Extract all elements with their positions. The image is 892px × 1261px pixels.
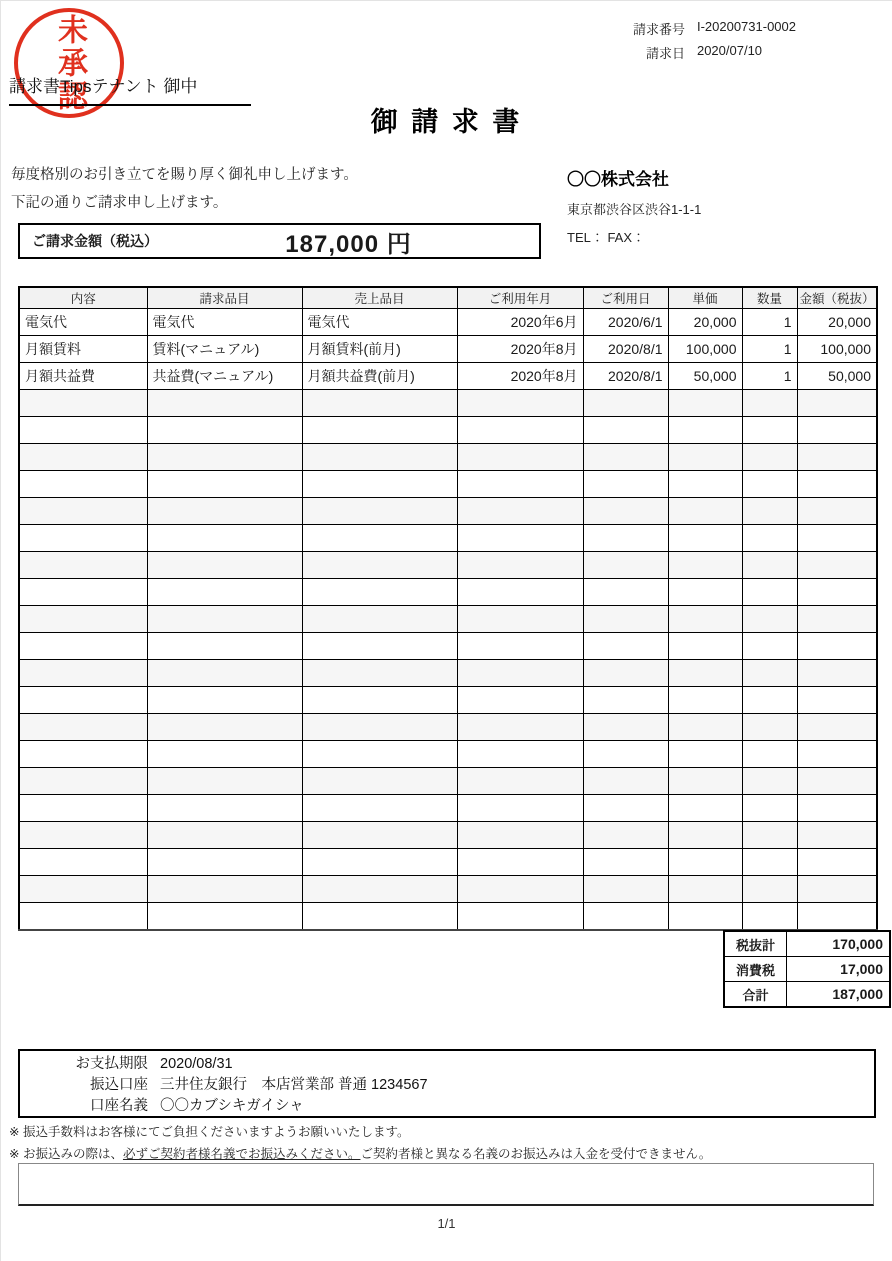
table-cell-empty [583, 606, 668, 633]
table-cell-empty [742, 687, 797, 714]
table-cell-empty [19, 579, 147, 606]
table-cell-empty [583, 876, 668, 903]
column-header: ご利用日 [583, 287, 668, 309]
table-cell-empty [742, 714, 797, 741]
table-cell-empty [742, 471, 797, 498]
table-cell-empty [583, 822, 668, 849]
totals-row [724, 931, 890, 957]
table-cell-empty [583, 525, 668, 552]
table-cell-empty [583, 849, 668, 876]
table-cell-empty [742, 660, 797, 687]
table-cell-empty [668, 390, 742, 417]
table-cell-empty [147, 606, 302, 633]
table-cell-empty [797, 471, 877, 498]
table-cell-empty [457, 633, 583, 660]
table-cell-empty [147, 525, 302, 552]
table-row-empty [19, 741, 877, 768]
column-header: 単価 [668, 287, 742, 309]
table-cell-empty [147, 633, 302, 660]
table-cell-empty [668, 579, 742, 606]
table-cell-empty [742, 606, 797, 633]
table-cell-empty [457, 768, 583, 795]
table-cell-empty [583, 633, 668, 660]
note-line-2-underlined: 必ずご契約者様名義でお振込みください。 [122, 1147, 361, 1161]
table-cell-empty [457, 795, 583, 822]
table-cell-empty [583, 687, 668, 714]
table-cell-empty [668, 552, 742, 579]
invoice-number-label: 請求番号 [632, 22, 685, 37]
table-cell-empty [302, 390, 457, 417]
table-cell-empty [583, 903, 668, 931]
table-row-empty [19, 795, 877, 822]
table-cell-empty [797, 687, 877, 714]
table-cell-empty [668, 849, 742, 876]
table-cell: 2020年8月 [457, 336, 583, 363]
table-cell-empty [457, 579, 583, 606]
table-row-empty [19, 525, 877, 552]
payment-line [20, 1054, 874, 1075]
table-cell-empty [302, 849, 457, 876]
table-cell-empty [302, 471, 457, 498]
table-cell-empty [797, 444, 877, 471]
payment-line-value: 〇〇カブシキガイシャ [160, 1098, 304, 1114]
table-cell-empty [742, 741, 797, 768]
table-cell-empty [583, 417, 668, 444]
table-cell-empty [742, 822, 797, 849]
table-row [19, 309, 877, 336]
table-row-empty [19, 687, 877, 714]
table-cell: 2020/8/1 [583, 363, 668, 390]
table-cell-empty [457, 390, 583, 417]
payment-line-value: 2020/08/31 [160, 1056, 233, 1072]
table-cell-empty [302, 525, 457, 552]
totals-row [724, 982, 890, 1008]
billed-amount-box [18, 223, 541, 259]
table-row-empty [19, 822, 877, 849]
table-cell: 1 [742, 363, 797, 390]
table-cell-empty [147, 741, 302, 768]
table-cell-empty [457, 525, 583, 552]
table-cell: 電気代 [302, 309, 457, 336]
issuer-name: 〇〇株式会社 [567, 170, 669, 189]
issuer-block [567, 165, 701, 246]
table-cell: 2020/8/1 [583, 336, 668, 363]
table-cell-empty [19, 498, 147, 525]
table-cell-empty [302, 714, 457, 741]
table-cell-empty [668, 633, 742, 660]
table-cell-empty [668, 525, 742, 552]
table-cell-empty [19, 444, 147, 471]
table-cell-empty [19, 660, 147, 687]
document-title: 御 請 求 書 [370, 107, 523, 137]
table-cell-empty [797, 741, 877, 768]
totals-label: 税抜計 [724, 931, 787, 957]
table-cell-empty [302, 552, 457, 579]
table-cell: 電気代 [147, 309, 302, 336]
table-cell-empty [797, 822, 877, 849]
note-line-2-suffix: ご契約者様と異なる名義のお振込みは入金を受付できません。 [360, 1147, 712, 1161]
table-cell-empty [668, 876, 742, 903]
table-cell-empty [668, 660, 742, 687]
table-cell-empty [457, 417, 583, 444]
table-cell-empty [19, 849, 147, 876]
totals-table [723, 930, 891, 1008]
table-cell-empty [797, 417, 877, 444]
table-cell-empty [797, 390, 877, 417]
table-cell-empty [19, 714, 147, 741]
column-header: 金額（税抜） [797, 287, 877, 309]
payment-line-label: お支払期限 [75, 1056, 148, 1072]
table-cell-empty [668, 444, 742, 471]
table-cell-empty [147, 849, 302, 876]
table-row-empty [19, 552, 877, 579]
table-cell-empty [457, 714, 583, 741]
table-cell-empty [19, 795, 147, 822]
payment-line-value: 三井住友銀行 本店営業部 普通 1234567 [160, 1077, 428, 1093]
table-cell-empty [147, 714, 302, 741]
table-cell-empty [797, 876, 877, 903]
table-cell-empty [583, 795, 668, 822]
table-cell-empty [742, 876, 797, 903]
table-cell-empty [302, 876, 457, 903]
table-cell: 2020年6月 [457, 309, 583, 336]
table-cell-empty [797, 606, 877, 633]
invoice-table-header-row [19, 287, 877, 309]
totals-table-body [724, 931, 890, 1007]
table-cell-empty [583, 660, 668, 687]
table-cell-empty [147, 903, 302, 931]
table-cell-empty [302, 417, 457, 444]
table-cell-empty [668, 795, 742, 822]
table-cell-empty [19, 390, 147, 417]
table-cell-empty [797, 552, 877, 579]
table-cell-empty [302, 579, 457, 606]
table-cell-empty [583, 444, 668, 471]
invoice-date-label: 請求日 [645, 46, 685, 61]
table-cell-empty [668, 417, 742, 444]
column-header: ご利用年月 [457, 287, 583, 309]
table-cell-empty [742, 498, 797, 525]
table-cell: 2020/6/1 [583, 309, 668, 336]
table-cell-empty [302, 498, 457, 525]
table-cell-empty [583, 552, 668, 579]
payment-line [20, 1096, 874, 1117]
table-cell: 2020年8月 [457, 363, 583, 390]
table-cell-empty [457, 876, 583, 903]
billed-amount-label: ご請求金額（税込） [32, 233, 158, 249]
column-header: 内容 [19, 287, 147, 309]
table-row-empty [19, 876, 877, 903]
table-row-empty [19, 417, 877, 444]
table-cell-empty [302, 633, 457, 660]
table-cell-empty [19, 876, 147, 903]
note-line-2-prefix: ※ お振込みの際は、 [9, 1147, 123, 1161]
table-cell-empty [797, 579, 877, 606]
table-cell-empty [147, 660, 302, 687]
table-cell-empty [457, 471, 583, 498]
table-cell: 50,000 [797, 363, 877, 390]
table-cell-empty [19, 417, 147, 444]
table-cell-empty [797, 498, 877, 525]
table-row-empty [19, 498, 877, 525]
table-cell-empty [302, 687, 457, 714]
issuer-address: 東京都渋谷区渋谷1-1-1 [567, 202, 702, 217]
table-cell: 100,000 [797, 336, 877, 363]
table-row [19, 363, 877, 390]
table-row-empty [19, 768, 877, 795]
table-cell-empty [583, 471, 668, 498]
table-cell-empty [147, 768, 302, 795]
table-cell-empty [147, 822, 302, 849]
table-cell-empty [457, 822, 583, 849]
totals-row [724, 957, 890, 982]
greeting-block [11, 161, 358, 217]
table-cell: 電気代 [19, 309, 147, 336]
table-row-empty [19, 606, 877, 633]
table-cell: 月額共益費 [19, 363, 147, 390]
greeting-line-1: 毎度格別のお引き立てを賜り厚く御礼申し上げます。 [11, 167, 358, 183]
totals-value: 170,000 [787, 931, 891, 957]
table-cell-empty [147, 498, 302, 525]
note-line-1: ※ 振込手数料はお客様にてご負担くださいますようお願いいたします。 [9, 1125, 410, 1139]
table-cell-empty [668, 741, 742, 768]
table-cell-empty [797, 633, 877, 660]
table-cell-empty [797, 768, 877, 795]
table-cell-empty [742, 579, 797, 606]
table-cell-empty [668, 687, 742, 714]
table-cell: 100,000 [668, 336, 742, 363]
issuer-tel-fax: TEL： FAX： [567, 230, 646, 245]
table-cell-empty [797, 714, 877, 741]
table-cell-empty [19, 903, 147, 931]
payment-line [20, 1075, 874, 1096]
notes-block [9, 1121, 711, 1165]
table-cell-empty [583, 498, 668, 525]
table-row-empty [19, 660, 877, 687]
table-cell-empty [302, 444, 457, 471]
comment-box [18, 1163, 874, 1206]
table-cell-empty [742, 795, 797, 822]
table-row-empty [19, 471, 877, 498]
table-cell-empty [668, 822, 742, 849]
invoice-meta [633, 19, 796, 62]
table-cell-empty [742, 444, 797, 471]
table-cell-empty [147, 876, 302, 903]
table-cell-empty [457, 687, 583, 714]
table-cell: 20,000 [797, 309, 877, 336]
approval-stamp-text: 未承認 [53, 13, 86, 113]
table-cell: 月額賃料(前月) [302, 336, 457, 363]
table-cell-empty [583, 741, 668, 768]
table-cell-empty [668, 498, 742, 525]
table-row-empty [19, 633, 877, 660]
table-cell-empty [147, 579, 302, 606]
greeting-line-2: 下記の通りご請求申し上げます。 [11, 195, 228, 211]
table-cell-empty [742, 633, 797, 660]
recipient-name: 請求書Tipsテナント 御中 [9, 72, 251, 106]
table-cell-empty [457, 498, 583, 525]
table-cell-empty [457, 552, 583, 579]
totals-value: 187,000 [787, 982, 891, 1008]
table-cell: 共益費(マニュアル) [147, 363, 302, 390]
table-cell-empty [19, 471, 147, 498]
table-cell-empty [457, 444, 583, 471]
table-cell-empty [742, 849, 797, 876]
table-cell-empty [583, 768, 668, 795]
table-cell-empty [19, 606, 147, 633]
table-cell-empty [742, 903, 797, 931]
table-cell-empty [742, 552, 797, 579]
table-cell-empty [742, 417, 797, 444]
table-cell: 50,000 [668, 363, 742, 390]
table-cell-empty [19, 822, 147, 849]
table-cell-empty [668, 714, 742, 741]
table-cell-empty [302, 741, 457, 768]
table-cell-empty [19, 552, 147, 579]
table-cell-empty [668, 903, 742, 931]
table-cell-empty [583, 714, 668, 741]
table-row-empty [19, 444, 877, 471]
column-header: 請求品目 [147, 287, 302, 309]
table-cell-empty [147, 390, 302, 417]
table-cell-empty [797, 525, 877, 552]
column-header: 数量 [742, 287, 797, 309]
table-row-empty [19, 849, 877, 876]
column-header: 売上品目 [302, 287, 457, 309]
table-cell-empty [457, 903, 583, 931]
totals-value: 17,000 [787, 957, 891, 982]
table-cell-empty [302, 903, 457, 931]
table-cell-empty [19, 768, 147, 795]
invoice-number-value: I-20200731-0002 [696, 19, 796, 34]
table-cell-empty [19, 525, 147, 552]
table-cell: 20,000 [668, 309, 742, 336]
table-cell-empty [668, 606, 742, 633]
table-cell: 月額共益費(前月) [302, 363, 457, 390]
table-cell-empty [147, 795, 302, 822]
note-line-2 [9, 1143, 711, 1165]
payment-line-label: 振込口座 [90, 1077, 148, 1093]
table-cell-empty [797, 849, 877, 876]
table-row-empty [19, 390, 877, 417]
table-cell-empty [302, 795, 457, 822]
totals-label: 合計 [724, 982, 787, 1008]
payment-box [18, 1049, 876, 1118]
table-cell-empty [457, 741, 583, 768]
table-row [19, 336, 877, 363]
table-cell-empty [147, 471, 302, 498]
table-cell-empty [19, 633, 147, 660]
table-cell: 月額賃料 [19, 336, 147, 363]
table-row-empty [19, 903, 877, 931]
table-cell-empty [797, 903, 877, 931]
page-number: 1/1 [437, 1216, 456, 1231]
table-cell-empty [147, 444, 302, 471]
table-cell: 賃料(マニュアル) [147, 336, 302, 363]
invoice-table [18, 286, 878, 931]
table-cell-empty [668, 768, 742, 795]
table-cell-empty [457, 660, 583, 687]
table-cell-empty [302, 606, 457, 633]
table-cell-empty [147, 417, 302, 444]
table-cell-empty [302, 822, 457, 849]
invoice-date-value: 2020/07/10 [696, 43, 763, 58]
table-cell-empty [742, 390, 797, 417]
billed-amount-value: 187,000 円 [285, 230, 412, 258]
table-cell-empty [583, 390, 668, 417]
table-cell-empty [797, 795, 877, 822]
table-cell-empty [302, 660, 457, 687]
table-cell-empty [19, 687, 147, 714]
table-cell-empty [457, 849, 583, 876]
table-cell-empty [797, 660, 877, 687]
table-cell-empty [742, 525, 797, 552]
table-cell-empty [302, 768, 457, 795]
table-cell-empty [457, 606, 583, 633]
table-cell-empty [147, 687, 302, 714]
table-cell-empty [742, 768, 797, 795]
table-cell-empty [19, 741, 147, 768]
table-cell: 1 [742, 309, 797, 336]
table-row-empty [19, 579, 877, 606]
table-cell-empty [583, 579, 668, 606]
invoice-table-body [19, 309, 877, 931]
table-cell-empty [668, 471, 742, 498]
payment-line-label: 口座名義 [90, 1098, 148, 1114]
table-cell: 1 [742, 336, 797, 363]
table-cell-empty [147, 552, 302, 579]
table-row-empty [19, 714, 877, 741]
totals-label: 消費税 [724, 957, 787, 982]
